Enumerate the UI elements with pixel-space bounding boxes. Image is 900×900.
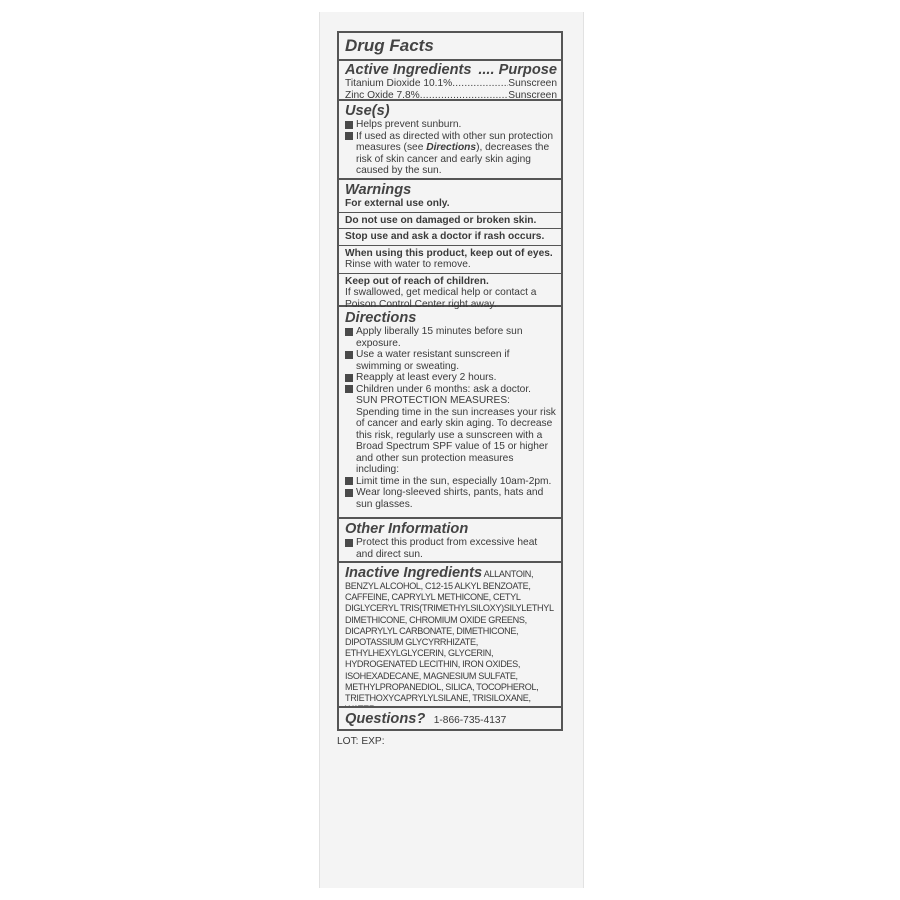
other-information-section	[339, 519, 561, 563]
list-item: If used as directed with other sun protection measures (see Directions), decreases the risk of skin cancer and early skin aging caused by the sun.	[345, 131, 557, 177]
drug-facts-title: Drug Facts	[345, 36, 434, 55]
list-item: Apply liberally 15 minutes before sun exposure.	[345, 326, 557, 349]
bullet-square-icon	[345, 374, 353, 382]
purpose-heading: .... Purpose	[478, 62, 557, 78]
bullet-square-icon	[345, 132, 353, 140]
leader-dots	[452, 78, 508, 90]
inactive-ingredients-section	[339, 563, 561, 708]
external-use-warning: For external use only.	[345, 198, 450, 209]
bullet-square-icon	[345, 351, 353, 359]
list-item: Reapply at least every 2 hours.	[345, 372, 557, 384]
active-ingredients-section	[339, 61, 561, 101]
active-ingredients-heading: Active Ingredients	[345, 62, 472, 78]
other-information-heading: Other Information	[345, 521, 469, 537]
sun-protection-heading: SUN PROTECTION MEASURES:	[356, 395, 510, 406]
questions-section	[339, 708, 561, 728]
inactive-ingredients-list: ALLANTOIN, BENZYL ALCOHOL, C12-15 ALKYL BENZOATE, CAFFEINE, CAPRYLYL METHICONE, CETYL DIGLYCERYL TRIS(TRIMETHYLSILOXY)SILYLETHYL DIMETHICONE, CHROMIUM OXIDE GREENS, DICAPRYLYL CARBONATE, DIMETHICONE, DIPOTASSIUM GLYCYRRHIZATE, ETHYLHEXYLGLYCERIN, GLYCERIN, HYDROGENATED LECITHIN, IRON OXIDES, ISOHEXADECANE, MAGNESIUM SULFATE, METHYLPROPANEDIOL, SILICA, TOCOPHEROL, TRIETHOXYCAPRYLYLSILANE, TRISILOXANE,	[345, 569, 554, 704]
list-item: Protect this product from excessive heat and direct sun.	[345, 537, 557, 560]
list-item: Use a water resistant sunscreen if swimming or sweating.	[345, 349, 557, 372]
bullet-square-icon	[345, 328, 353, 336]
list-item: Helps prevent sunburn.	[345, 119, 557, 131]
active-ingredient-row	[345, 78, 557, 90]
directions-heading: Directions	[345, 310, 417, 326]
questions-phone: 1-866-735-4137	[433, 715, 507, 726]
ingredient-purpose: Sunscreen	[508, 89, 557, 101]
bullet-square-icon	[345, 477, 353, 485]
bullet-square-icon	[345, 539, 353, 547]
ingredient-name: Zinc Oxide 7.8%	[345, 89, 420, 101]
drug-facts-panel	[337, 31, 563, 731]
children-warning: Keep out of reach of children. If swallowed, get medical help or contact a Poison Control Center right away.	[339, 273, 561, 311]
lot-exp-label: LOT: EXP:	[337, 736, 385, 747]
list-item: Children under 6 months: ask a doctor.	[345, 384, 557, 396]
drug-facts-title-section	[339, 33, 561, 61]
active-ingredient-row	[345, 90, 557, 102]
directions-section	[339, 307, 561, 519]
uses-heading: Use(s)	[345, 103, 390, 119]
eyes-warning: When using this product, keep out of eyes. Rinse with water to remove.	[339, 245, 561, 273]
inactive-ingredients-heading: Inactive Ingredients	[345, 565, 483, 581]
bullet-square-icon	[345, 385, 353, 393]
ingredient-name: Titanium Dioxide 10.1%	[345, 78, 453, 89]
list-item: Limit time in the sun, especially 10am-2pm.	[345, 476, 557, 488]
questions-heading: Questions?	[345, 711, 426, 727]
ingredient-purpose: Sunscreen	[508, 78, 557, 89]
uses-section	[339, 101, 561, 180]
bullet-square-icon	[345, 489, 353, 497]
warnings-heading: Warnings	[345, 182, 412, 198]
damaged-skin-warning: Do not use on damaged or broken skin.	[339, 212, 561, 229]
stop-use-warning: Stop use and ask a doctor if rash occurs.	[339, 228, 561, 245]
leader-dots	[420, 90, 509, 102]
warnings-section	[339, 180, 561, 310]
directions-reference: Directions	[426, 142, 477, 153]
bullet-square-icon	[345, 121, 353, 129]
list-item: Wear long-sleeved shirts, pants, hats and sun glasses.	[345, 487, 557, 510]
sun-protection-text: Spending time in the sun increases your risk of cancer and early skin aging. To decrease this risk, regularly use a sunscreen with a Broad Spectrum SPF value of 15 or higher and other sun protection measures including:	[356, 406, 556, 475]
